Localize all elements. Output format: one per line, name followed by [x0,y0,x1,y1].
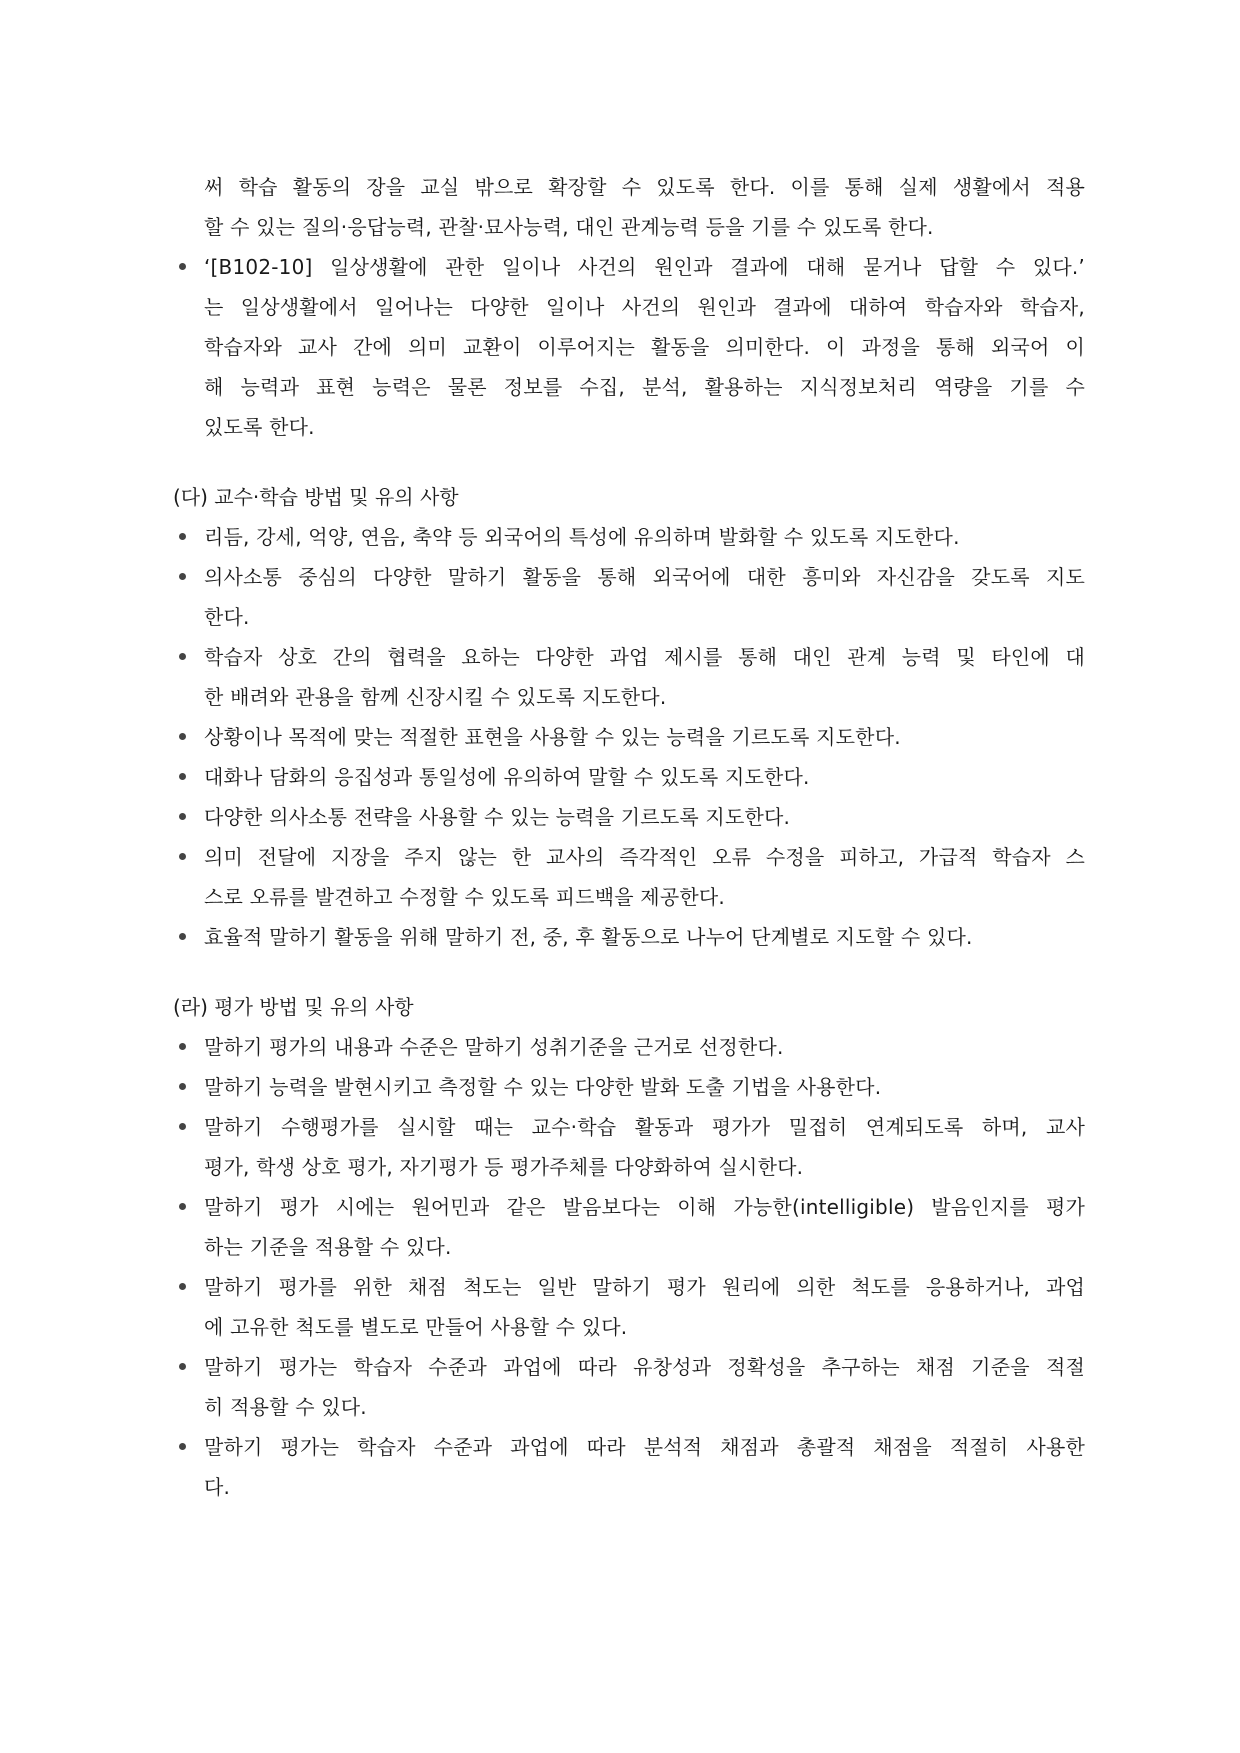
list-item-line: ‘[B102-10] 일상생활에 관한 일이나 사건의 원인과 결과에 대해 묻거나 답할 수 있다.’ [173,247,1085,287]
list-item-line: 다양한 의사소통 전략을 사용할 수 있는 능력을 기르도록 지도한다. [173,797,1085,837]
section-heading-assessment: (라) 평가 방법 및 유의 사항 [173,995,414,1019]
list-item-line: 말하기 평가를 위한 채점 척도는 일반 말하기 평가 원리에 의한 척도를 응용하거나, 과업 [173,1267,1085,1307]
list-item-line: 말하기 평가는 학습자 수준과 과업에 따라 유창성과 정확성을 추구하는 채점 기준을 적절 [173,1347,1085,1387]
list-item-line: 하는 기준을 적용할 수 있다. [204,1235,452,1259]
list-item-line: 스로 오류를 발견하고 수정할 수 있도록 피드백을 제공한다. [204,885,725,909]
bullet-icon [179,1123,186,1130]
teaching-method-list [173,517,1085,957]
list-item [173,1107,1085,1187]
paragraph-line: 할 수 있는 질의·응답능력, 관찰·묘사능력, 대인 관계능력 등을 기를 수 있도록 한다. [204,215,934,239]
bullet-icon [179,1083,186,1090]
list-item-line: 에 고유한 척도를 별도로 만들어 사용할 수 있다. [204,1315,628,1339]
list-item-line: 한다. [204,605,250,629]
list-item-line: 히 적용할 수 있다. [204,1395,367,1419]
list-item [173,797,1085,837]
list-item-line: 상황이나 목적에 맞는 적절한 표현을 사용할 수 있는 능력을 기르도록 지도한다. [173,717,1085,757]
document-body [173,167,1085,1507]
list-item-line: 학습자 상호 간의 협력을 요하는 다양한 과업 제시를 통해 대인 관계 능력 및 타인에 대 [173,637,1085,677]
section-gap [173,957,1085,987]
bullet-icon [179,573,186,580]
list-item-line: 의사소통 중심의 다양한 말하기 활동을 통해 외국어에 대한 흥미와 자신감을 갖도록 지도 [173,557,1085,597]
list-item-line: 해 능력과 표현 능력은 물론 정보를 수집, 분석, 활용하는 지식정보처리 역량을 기를 수 [204,375,1085,399]
list-item-line: 대화나 담화의 응집성과 통일성에 유의하여 말할 수 있도록 지도한다. [173,757,1085,797]
bullet-icon [179,263,186,270]
list-item [173,917,1085,957]
bullet-icon [179,533,186,540]
paragraph-line: 써 학습 활동의 장을 교실 밖으로 확장할 수 있도록 한다. 이를 통해 실제 생활에서 적용 [204,175,1085,199]
bullet-icon [179,1283,186,1290]
list-item [173,1027,1085,1067]
assessment-method-list [173,1027,1085,1507]
list-item-line: 있도록 한다. [204,415,315,439]
bullet-icon [179,853,186,860]
list-item-line: 효율적 말하기 활동을 위해 말하기 전, 중, 후 활동으로 나누어 단계별로 지도할 수 있다. [173,917,1085,957]
list-item [173,1267,1085,1347]
list-item [173,517,1085,557]
list-item-line: 말하기 평가의 내용과 수준은 말하기 성취기준을 근거로 선정한다. [173,1027,1085,1067]
bullet-icon [179,1363,186,1370]
list-item [173,1187,1085,1267]
list-item-line: 다. [204,1475,231,1499]
bullet-icon [179,653,186,660]
list-item [173,1067,1085,1107]
list-item-line: 말하기 능력을 발현시키고 측정할 수 있는 다양한 발화 도출 기법을 사용한다. [173,1067,1085,1107]
bullet-icon [179,1443,186,1450]
list-item-line: 말하기 수행평가를 실시할 때는 교수·학습 활동과 평가가 밀접히 연계되도록 하며, 교사 [173,1107,1085,1147]
list-item [173,837,1085,917]
section-gap [173,447,1085,477]
bullet-icon [179,1043,186,1050]
bullet-icon [179,813,186,820]
list-item [173,757,1085,797]
list-item-line: 의미 전달에 지장을 주지 않는 한 교사의 즉각적인 오류 수정을 피하고, 가급적 학습자 스 [173,837,1085,877]
list-item [173,717,1085,757]
list-item-line: 학습자와 교사 간에 의미 교환이 이루어지는 활동을 의미한다. 이 과정을 통해 외국어 이 [204,335,1085,359]
list-item-b102-10 [173,247,1085,447]
list-item-line: 한 배려와 관용을 함께 신장시킬 수 있도록 지도한다. [204,685,667,709]
section-heading-teaching: (다) 교수·학습 방법 및 유의 사항 [173,485,459,509]
list-item [173,1427,1085,1507]
list-item-line: 리듬, 강세, 억양, 연음, 축약 등 외국어의 특성에 유의하며 발화할 수 있도록 지도한다. [173,517,1085,557]
bullet-icon [179,733,186,740]
list-item-line: 말하기 평가는 학습자 수준과 과업에 따라 분석적 채점과 총괄적 채점을 적절히 사용한 [173,1427,1085,1467]
list-item [173,1347,1085,1427]
list-item-line: 평가, 학생 상호 평가, 자기평가 등 평가주체를 다양화하여 실시한다. [204,1155,804,1179]
bullet-icon [179,773,186,780]
list-item-line: 는 일상생활에서 일어나는 다양한 일이나 사건의 원인과 결과에 대하여 학습자와 학습자, [204,295,1085,319]
list-item [173,557,1085,637]
bullet-icon [179,933,186,940]
list-item [173,637,1085,717]
list-item-line: 말하기 평가 시에는 원어민과 같은 발음보다는 이해 가능한(intelligible) 발음인지를 평가 [173,1187,1085,1227]
bullet-icon [179,1203,186,1210]
